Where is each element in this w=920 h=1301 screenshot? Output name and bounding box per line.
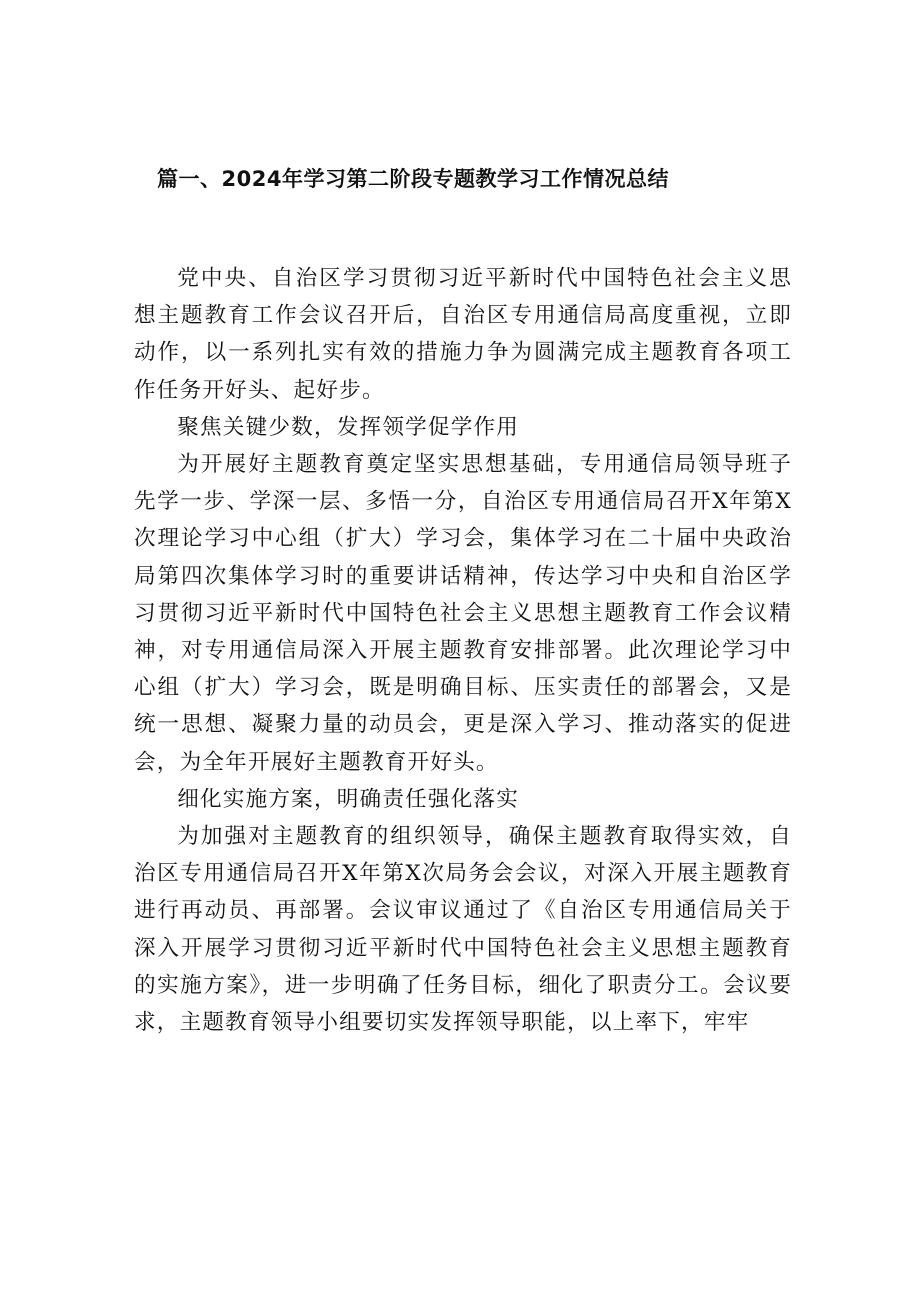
paragraph-plan: 为加强对主题教育的组织领导，确保主题教育取得实效，自治区专用通信局召开X年第X次局务会会议，对深入开展主题教育进行再动员、再部署。会议审议通过了《自治区专用通信局关于深入开展学习贯彻习近平新时代中国特色社会主义思想主题教育的实施方案》，进一步明确了任务目标，细化了职责分工。会议要求，主题教育领导小组要切实发挥领导职能，以上率下，牢牢	[134, 824, 792, 1036]
paragraph-study: 为开展好主题教育奠定坚实思想基础，专用通信局领导班子先学一步、学深一层、多悟一分，自治区专用通信局召开X年第X次理论学习中心组（扩大）学习会，集体学习在二十届中央政治局第四次集体学习时的重要讲话精神，传达学习中央和自治区学习贯彻习近平新时代中国特色社会主义思想主题教育工作会议精神，对专用通信局深入开展主题教育安排部署。此次理论学习中心组（扩大）学习会，既是明确目标、压实责任的部署会，又是统一思想、凝聚力量的动员会，更是深入学习、推动落实的促进会，为全年开展好主题教育开好头。	[134, 452, 792, 775]
section-heading-plan: 细化实施方案，明确责任强化落实	[177, 786, 520, 812]
document-body	[134, 260, 792, 1041]
document-title: 篇一、2024年学习第二阶段专题教学习工作情况总结	[157, 167, 669, 191]
paragraph-intro: 党中央、自治区学习贯彻习近平新时代中国特色社会主义思想主题教育工作会议召开后，自治区专用通信局高度重视，立即动作，以一系列扎实有效的措施力争为圆满完成主题教育各项工作任务开好头、起好步。	[134, 266, 792, 403]
section-heading-focus: 聚焦关键少数，发挥领学促学作用	[177, 414, 520, 440]
